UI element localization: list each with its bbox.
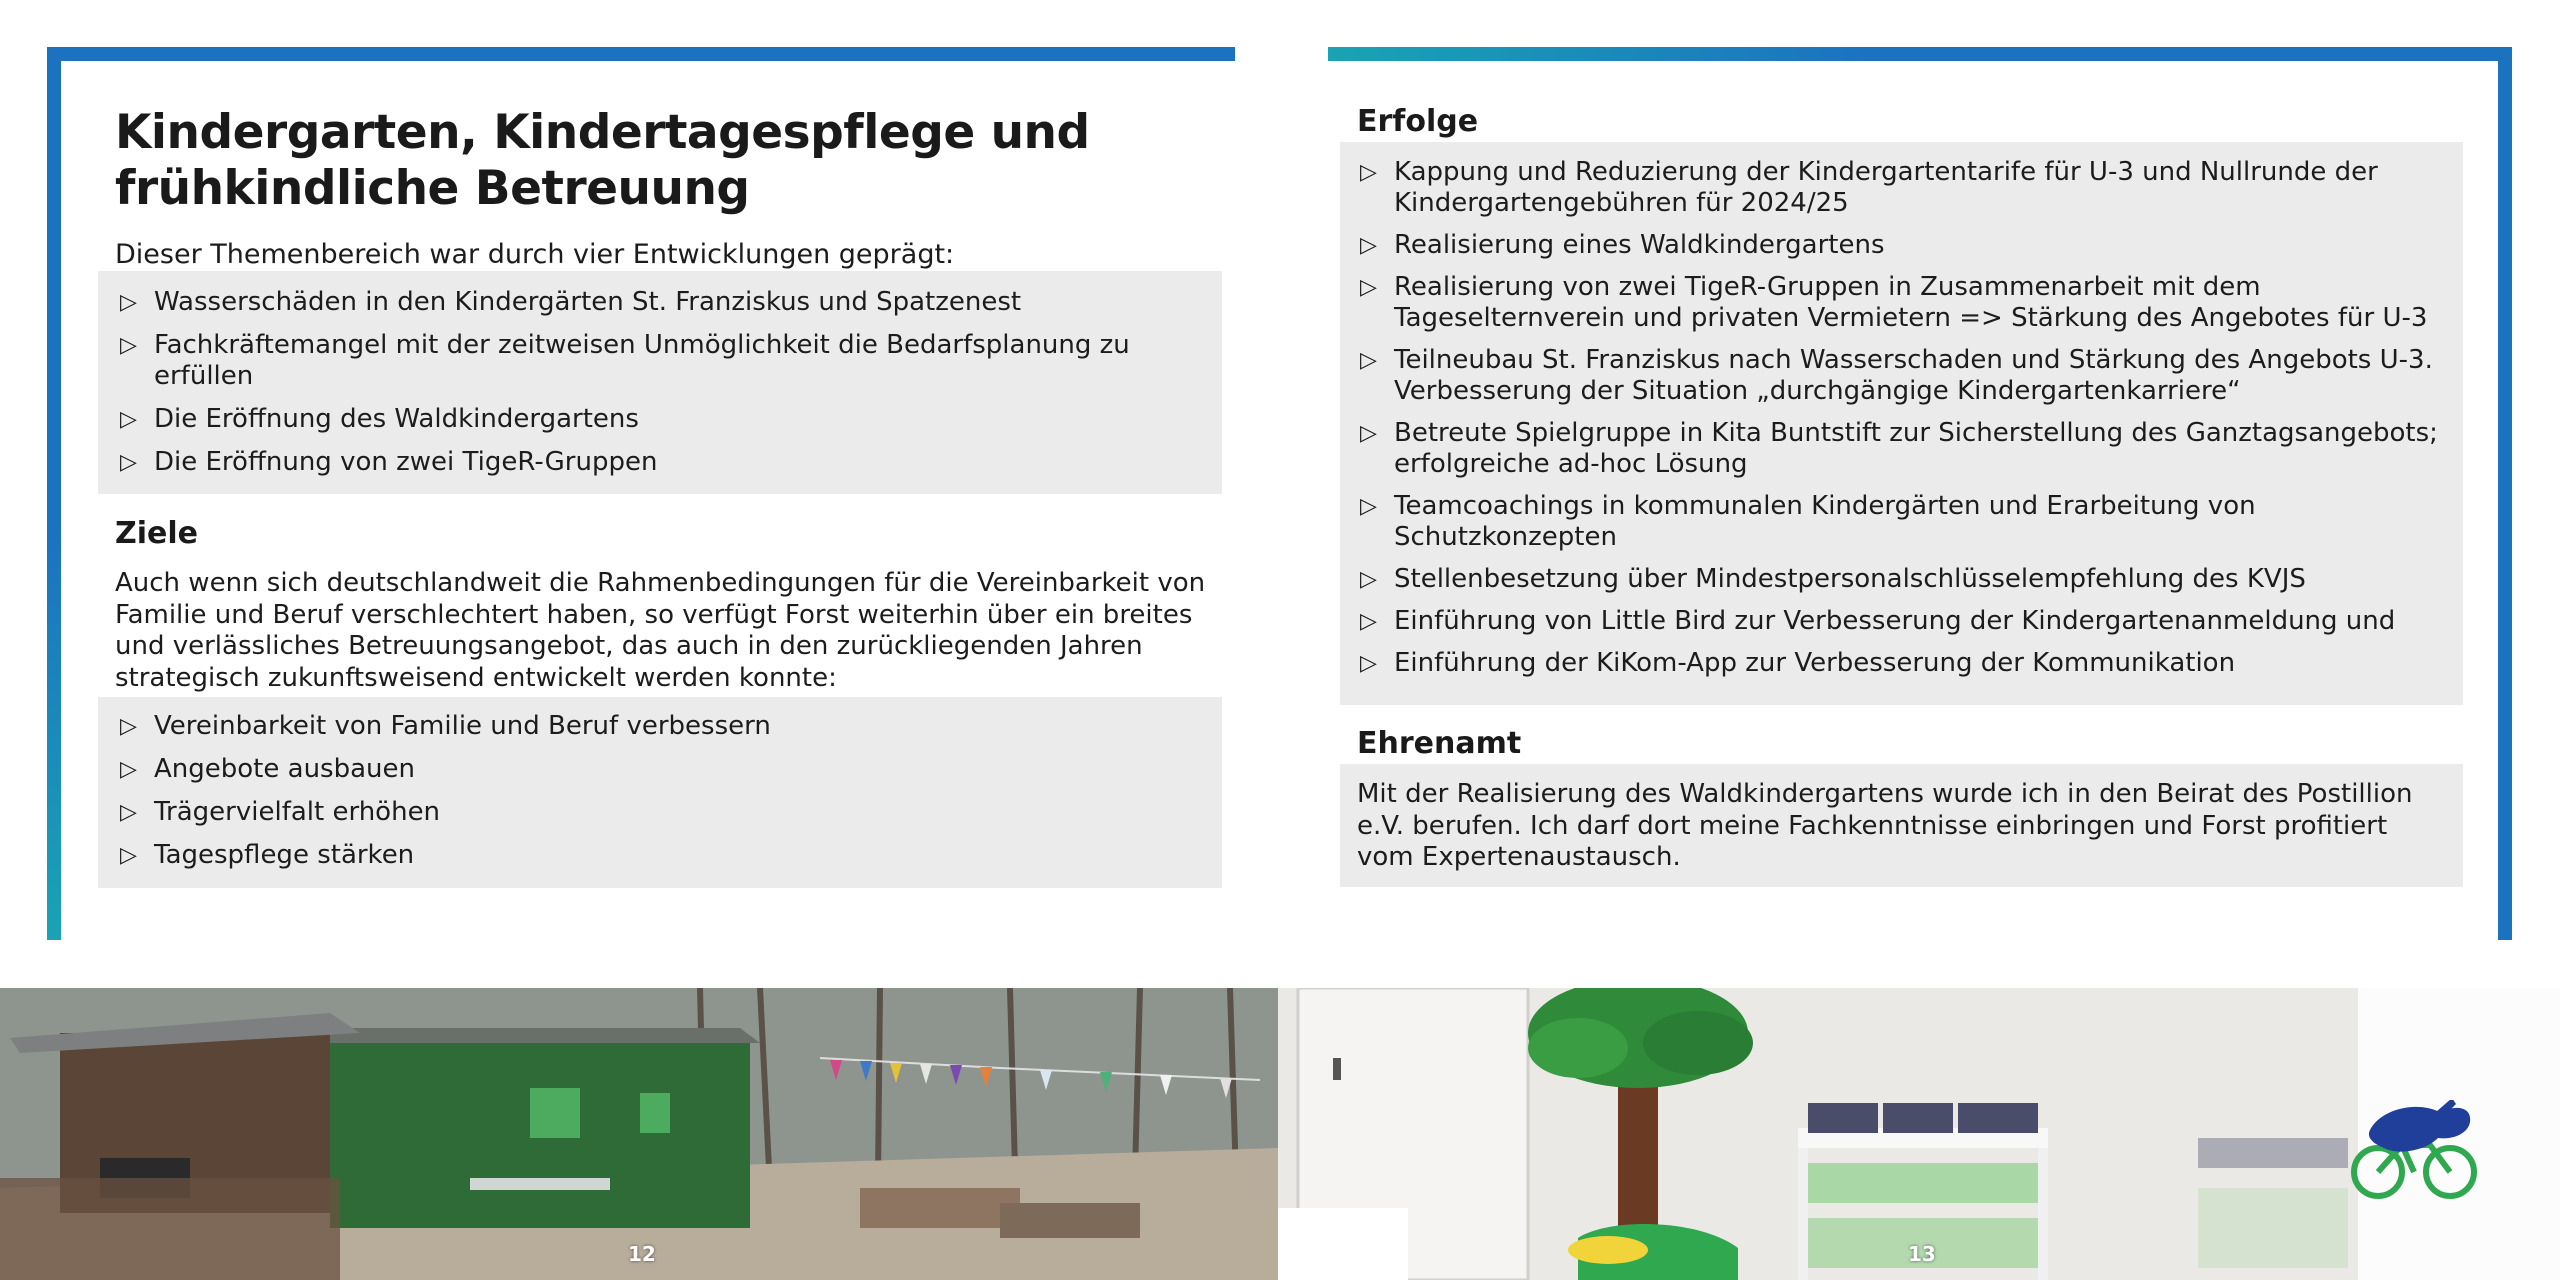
triangle-right-icon: ▷ [1360, 421, 1377, 446]
page-number-right: 13 [1908, 1242, 1936, 1266]
triangle-right-icon: ▷ [120, 407, 137, 432]
left-frame-top-border [47, 47, 1235, 61]
list-item: ▷ Teamcoachings in kommunalen Kindergärten und Erarbeitung von Schutzkonzepten [1360, 491, 2256, 552]
page-title: Kindergarten, Kindertagespflege und frühkindliche Betreuung [115, 105, 1090, 216]
logo-graphic [2340, 1100, 2490, 1210]
volunteer-heading: Ehrenamt [1357, 726, 1522, 761]
developments-list [118, 287, 1208, 490]
list-item: ▷ Realisierung eines Waldkindergartens [1360, 230, 1885, 260]
success-heading: Erfolge [1357, 104, 1479, 139]
triangle-right-icon: ▷ [1360, 609, 1377, 634]
right-frame-top-border [1328, 47, 2512, 61]
triangle-right-icon: ▷ [1360, 567, 1377, 592]
triangle-right-icon: ▷ [120, 800, 137, 825]
triangle-right-icon: ▷ [1360, 494, 1377, 519]
list-item: ▷ Trägervielfalt erhöhen [120, 797, 441, 827]
goals-list [118, 711, 1208, 883]
forest-kindergarten-illustration [0, 988, 1278, 1280]
left-frame-side-border [47, 47, 61, 940]
list-item: ▷ Die Eröffnung des Waldkindergartens [120, 404, 639, 434]
list-item: ▷ Die Eröffnung von zwei TigeR-Gruppen [120, 447, 658, 477]
triangle-right-icon: ▷ [1360, 275, 1377, 300]
triangle-right-icon: ▷ [1360, 233, 1377, 258]
goals-heading: Ziele [115, 516, 199, 551]
list-item: ▷ Wasserschäden in den Kindergärten St. Franziskus und Spatzenest [120, 287, 1022, 317]
list-item: ▷ Einführung von Little Bird zur Verbesserung der Kindergartenanmeldung und [1360, 606, 2396, 636]
list-item: ▷ Tagespflege stärken [120, 840, 415, 870]
successes-list [1358, 157, 2453, 690]
forest-kindergarten-photo [0, 988, 1278, 1280]
page-number-left: 12 [628, 1242, 656, 1266]
triangle-right-icon: ▷ [1360, 651, 1377, 676]
intro-text: Dieser Themenbereich war durch vier Entwicklungen geprägt: [115, 239, 955, 270]
list-item: ▷ Betreute Spielgruppe in Kita Buntstift zur Sicherstellung des Ganztagsangebots; erfolgreiche ad-hoc Lösung [1360, 418, 2438, 479]
rabbit-bicycle-logo-icon [2340, 1100, 2490, 1210]
list-item: ▷ Stellenbesetzung über Mindestpersonalschlüsselempfehlung des KVJS [1360, 564, 2306, 594]
volunteer-paragraph: Mit der Realisierung des Waldkindergartens wurde ich in den Beirat des Postillion e.V. berufen. Ich darf dort meine Fachkenntnisse einbringen und Forst profitiert vom Expertenaustausch. [1357, 779, 2413, 872]
list-item: ▷ Angebote ausbauen [120, 754, 415, 784]
triangle-right-icon: ▷ [120, 333, 137, 358]
list-item: ▷ Teilneubau St. Franziskus nach Wasserschaden und Stärkung des Angebots U-3. Verbesserung der Situation „durchgängige Kindergartenkarriere“ [1360, 345, 2433, 406]
triangle-right-icon: ▷ [120, 290, 137, 315]
list-item: ▷ Vereinbarkeit von Familie und Beruf verbessern [120, 711, 771, 741]
triangle-right-icon: ▷ [120, 757, 137, 782]
right-frame-side-border [2498, 47, 2512, 940]
triangle-right-icon: ▷ [120, 450, 137, 475]
goals-paragraph: Auch wenn sich deutschlandweit die Rahmenbedingungen für die Vereinbarkeit von Familie und Beruf verschlechtert haben, so verfügt Forst weiterhin über ein breites und verlässliches Betreuungsangebot, das auch in den zurückliegenden Jahren strategisch zukunftsweisend entwickelt werden konnte: [115, 568, 1206, 693]
triangle-right-icon: ▷ [120, 714, 137, 739]
list-item: ▷ Fachkräftemangel mit der zeitweisen Unmöglichkeit die Bedarfsplanung zu erfüllen [120, 330, 1130, 391]
list-item: ▷ Kappung und Reduzierung der Kindergartentarife für U-3 und Nullrunde der Kindergartengebühren für 2024/25 [1360, 157, 2378, 218]
triangle-right-icon: ▷ [1360, 160, 1377, 185]
list-item: ▷ Realisierung von zwei TigeR-Gruppen in Zusammenarbeit mit dem Tageselternverein und privaten Vermietern => Stärkung des Angebotes für U-3 [1360, 272, 2428, 333]
triangle-right-icon: ▷ [120, 843, 137, 868]
triangle-right-icon: ▷ [1360, 348, 1377, 373]
list-item: ▷ Einführung der KiKom-App zur Verbesserung der Kommunikation [1360, 648, 2236, 678]
